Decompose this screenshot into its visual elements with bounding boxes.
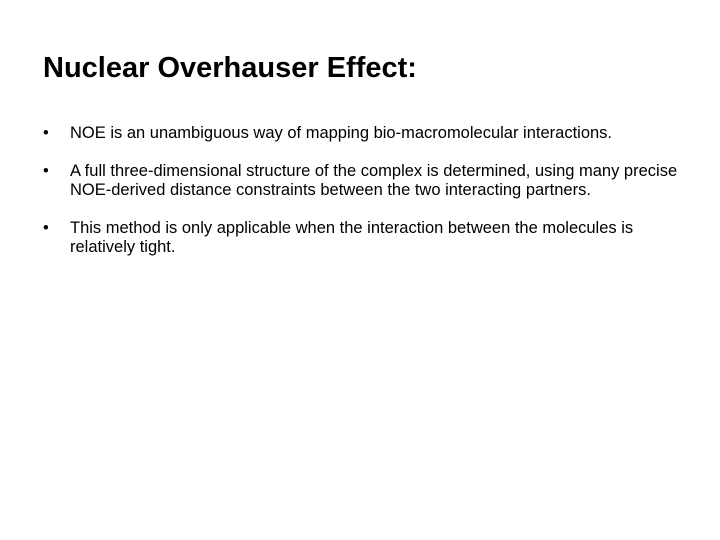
bullet-text: NOE is an unambiguous way of mapping bio-macromolecular interactions. <box>70 124 613 142</box>
bullet-item <box>43 124 683 143</box>
bullet-item <box>43 219 683 257</box>
bullet-marker: • <box>43 124 49 142</box>
bullet-text: This method is only applicable when the interaction between the molecules is relatively tight. <box>70 219 634 256</box>
bullet-text: A full three-dimensional structure of the complex is determined, using many precise NOE-derived distance constraints between the two interacting partners. <box>70 162 678 199</box>
bullet-marker: • <box>43 219 49 237</box>
bullet-item <box>43 162 683 200</box>
bullet-marker: • <box>43 162 49 180</box>
slide-title: Nuclear Overhauser Effect: <box>43 52 417 84</box>
bullet-list <box>43 124 683 276</box>
